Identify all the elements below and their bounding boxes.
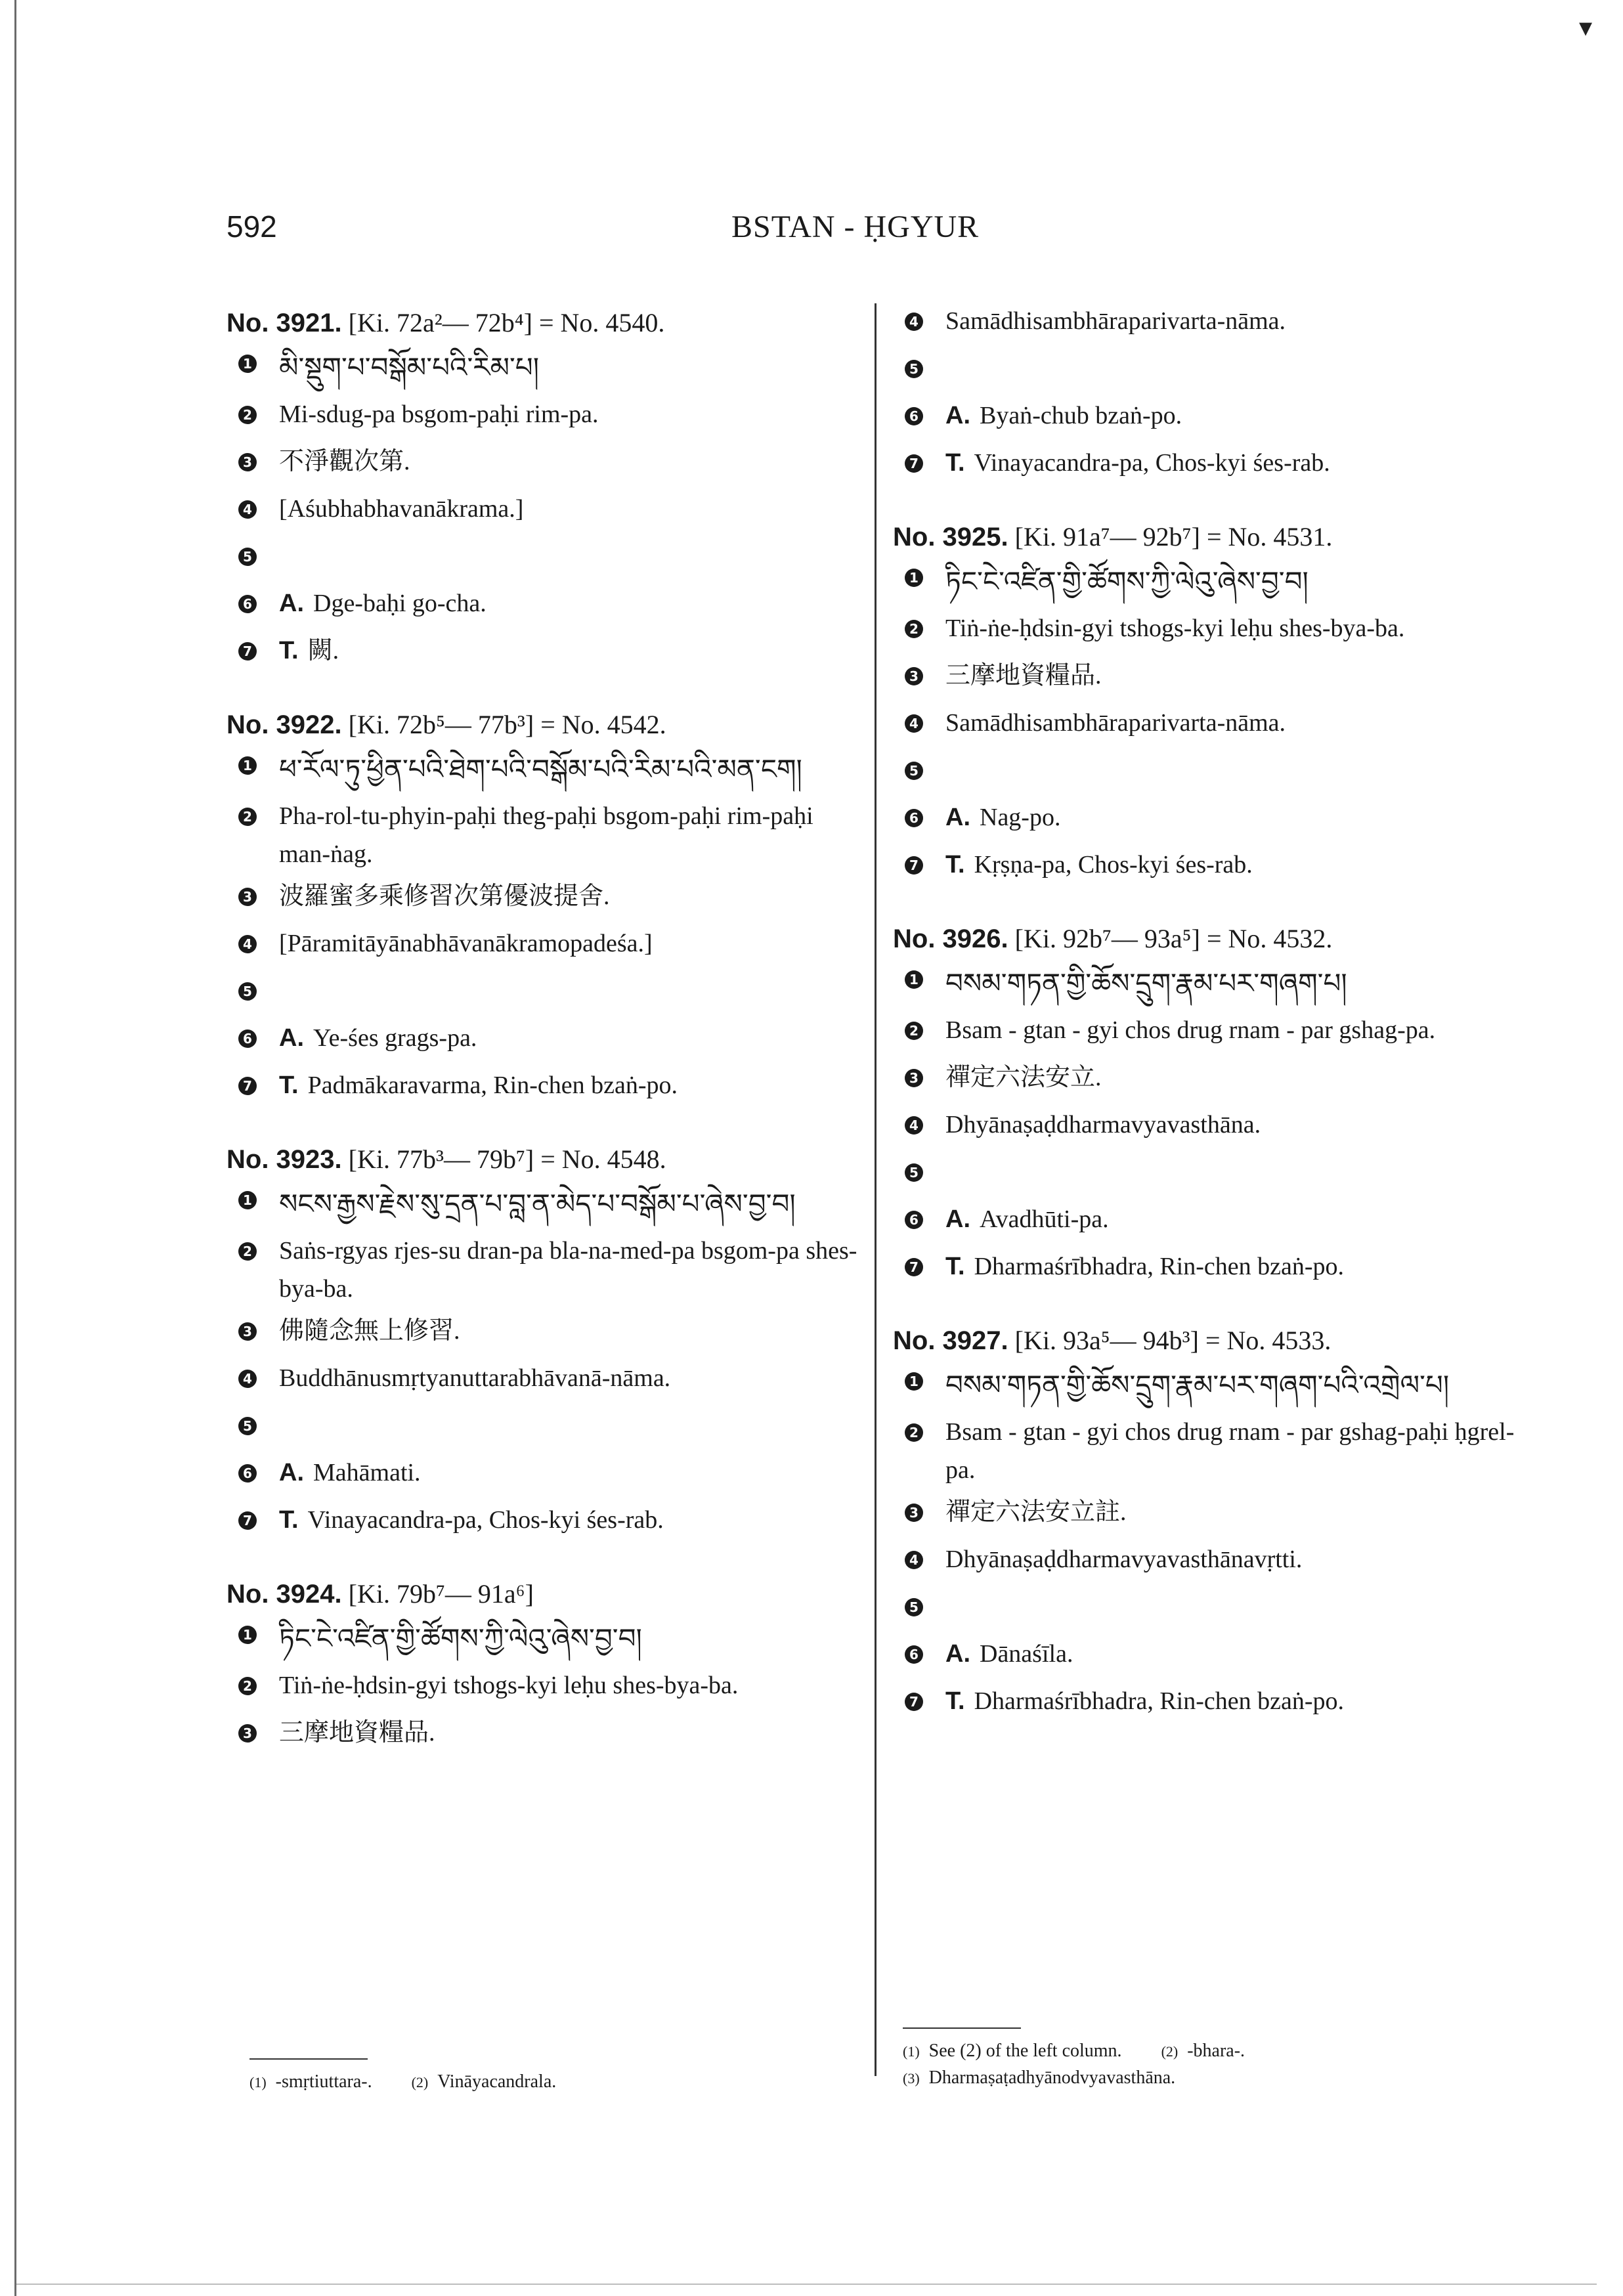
line-value: ཕ་རོལ་ཏུ་ཕྱིན་པའི་ཐེག་པའི་བསྒོམ་པའི་རིམ་པའི་མན་ངག། bbox=[279, 753, 802, 785]
circled-number-icon: 7 bbox=[905, 1693, 923, 1711]
line-value: Samādhisambhāraparivarta-nāma. bbox=[945, 709, 1286, 737]
footnote-text: Dharmaṣaṭadhyānodvyavasthāna. bbox=[928, 2068, 1176, 2088]
entry-line bbox=[227, 1666, 863, 1710]
corner-mark-icon: ▾ bbox=[1579, 12, 1593, 42]
circled-number-icon: 2 bbox=[238, 808, 257, 826]
entry-heading bbox=[227, 302, 863, 344]
circled-number-icon: 5 bbox=[238, 1417, 257, 1435]
circled-number-icon: 1 bbox=[238, 1191, 257, 1209]
catalog-entry bbox=[227, 1138, 863, 1544]
entry-line bbox=[227, 746, 863, 793]
entry-heading bbox=[227, 1138, 863, 1180]
tibetan-title bbox=[945, 960, 1536, 1007]
circled-number-icon: 6 bbox=[905, 407, 923, 425]
entry-line bbox=[227, 1359, 863, 1402]
line-text bbox=[945, 1413, 1536, 1489]
line-value: 三摩地資糧品. bbox=[945, 662, 1102, 689]
line-text bbox=[279, 1714, 863, 1752]
circled-number-icon: 4 bbox=[238, 935, 257, 953]
right-column bbox=[893, 302, 1536, 1754]
line-text bbox=[279, 1312, 863, 1350]
line-text bbox=[279, 490, 863, 528]
footnote-rule bbox=[903, 2027, 1021, 2029]
entry-line bbox=[227, 1312, 863, 1355]
catalog-entry bbox=[893, 918, 1536, 1291]
entry-line bbox=[893, 302, 1536, 345]
footnotes-left bbox=[249, 2058, 860, 2096]
entry-line bbox=[893, 1247, 1536, 1291]
circled-number-icon: 6 bbox=[905, 1211, 923, 1229]
circled-number-icon: 4 bbox=[905, 1116, 923, 1135]
circled-number-icon: 6 bbox=[905, 809, 923, 827]
entry-line bbox=[893, 960, 1536, 1007]
line-text bbox=[945, 444, 1536, 482]
page-bottom-line bbox=[16, 2284, 1597, 2285]
line-value: Saṅs-rgyas rjes-su dran-pa bla-na-med-pa bsgom-pa shes-bya-ba. bbox=[279, 1237, 857, 1303]
role-label: T. bbox=[945, 449, 965, 477]
line-text bbox=[945, 397, 1536, 435]
line-text bbox=[945, 1682, 1536, 1720]
line-value: Nag-po. bbox=[980, 804, 1061, 831]
line-value: ཏིང་ངེ་འཛིན་གྱི་ཚོགས་ཀྱི་ལེའུ་ཞེས་བྱ་བ། bbox=[279, 1622, 642, 1655]
footnote bbox=[903, 2068, 1175, 2088]
circled-number-icon: 3 bbox=[238, 1724, 257, 1743]
line-text bbox=[945, 846, 1536, 884]
line-text bbox=[945, 798, 1536, 836]
page-title: BSTAN - ḤGYUR bbox=[731, 209, 980, 244]
entry-reference: [Ki. 93a⁵— 94b³] = No. 4533. bbox=[1014, 1326, 1331, 1355]
circled-number-icon: 4 bbox=[905, 714, 923, 733]
entry-line bbox=[227, 490, 863, 533]
circled-number-icon: 4 bbox=[905, 1551, 923, 1569]
footnote-text: See (2) of the left column. bbox=[928, 2041, 1122, 2061]
entry-line bbox=[893, 397, 1536, 440]
role-label: A. bbox=[279, 1024, 304, 1052]
entry-line bbox=[893, 349, 1536, 393]
line-text bbox=[945, 1011, 1536, 1049]
circled-number-icon: 6 bbox=[238, 595, 257, 613]
entry-line bbox=[893, 1153, 1536, 1196]
line-text bbox=[279, 924, 863, 963]
line-text bbox=[279, 877, 863, 915]
line-text bbox=[279, 632, 863, 670]
entry-line bbox=[227, 1019, 863, 1062]
entry-heading bbox=[893, 918, 1536, 960]
circled-number-icon: 7 bbox=[905, 1258, 923, 1276]
entry-reference: [Ki. 92b⁷— 93a⁵] = No. 4532. bbox=[1014, 924, 1333, 953]
line-value: མི་སྡུག་པ་བསྒོམ་པའི་རིམ་པ། bbox=[279, 351, 540, 383]
line-text bbox=[945, 1200, 1536, 1238]
circled-number-icon: 2 bbox=[238, 406, 257, 424]
circled-number-icon: 2 bbox=[905, 1423, 923, 1442]
entry-line bbox=[227, 344, 863, 391]
line-text bbox=[279, 797, 863, 873]
footnote-mark: (3) bbox=[903, 2070, 920, 2087]
line-value: Pha-rol-tu-phyin-paḥi theg-paḥi bsgom-paḥi rim-paḥi man-ṅag. bbox=[279, 802, 813, 868]
entry-line bbox=[227, 1714, 863, 1757]
line-text bbox=[945, 1493, 1536, 1531]
entry-line bbox=[893, 1011, 1536, 1054]
left-column bbox=[227, 302, 863, 1786]
line-text bbox=[279, 443, 863, 481]
role-label: T. bbox=[279, 1506, 299, 1534]
line-value: Vinayacandra-pa, Chos-kyi śes-rab. bbox=[307, 1506, 664, 1534]
role-label: A. bbox=[945, 804, 970, 831]
role-label: T. bbox=[945, 851, 965, 878]
entry-line bbox=[227, 877, 863, 921]
circled-number-icon: 3 bbox=[905, 1069, 923, 1087]
line-value: Dhyānaṣaḍdharmavyavasthānavṛtti. bbox=[945, 1546, 1303, 1573]
entry-line bbox=[893, 657, 1536, 700]
line-value: ཏིང་ངེ་འཛིན་གྱི་ཚོགས་ཀྱི་ལེའུ་ཞེས་བྱ་བ། bbox=[945, 565, 1309, 597]
footnote bbox=[1161, 2041, 1245, 2061]
line-value: Tiṅ-ṅe-ḥdsin-gyi tshogs-kyi leḥu shes-bya-ba. bbox=[279, 1672, 739, 1699]
entry-heading bbox=[227, 1573, 863, 1615]
catalog-entry bbox=[227, 302, 863, 675]
entry-heading bbox=[227, 704, 863, 746]
circled-number-icon: 7 bbox=[238, 642, 257, 661]
line-value: བསམ་གཏན་གྱི་ཆོས་དྲུག་རྣམ་པར་གཞག་པའི་འགྲེལ་པ། bbox=[945, 1369, 1450, 1401]
footnote-mark: (1) bbox=[249, 2074, 267, 2090]
line-text bbox=[945, 657, 1536, 695]
line-text bbox=[945, 1247, 1536, 1286]
line-value: བསམ་གཏན་གྱི་ཆོས་དྲུག་རྣམ་པར་གཞག་པ། bbox=[945, 967, 1347, 999]
footnote-line bbox=[903, 2065, 1533, 2092]
footnote-mark: (1) bbox=[903, 2043, 920, 2060]
line-value: Bsam - gtan - gyi chos drug rnam - par gshag-paḥi ḥgrel-pa. bbox=[945, 1418, 1515, 1484]
line-text bbox=[279, 1666, 863, 1704]
line-text bbox=[945, 1106, 1536, 1144]
line-text bbox=[945, 1058, 1536, 1096]
circled-number-icon: 5 bbox=[905, 1163, 923, 1182]
circled-number-icon: 6 bbox=[905, 1645, 923, 1664]
entry-line bbox=[227, 584, 863, 628]
line-text bbox=[945, 704, 1536, 742]
page-edge-line bbox=[14, 0, 16, 2296]
circled-number-icon: 5 bbox=[238, 548, 257, 566]
circled-number-icon: 2 bbox=[238, 1242, 257, 1261]
entry-line bbox=[893, 1635, 1536, 1678]
tibetan-title bbox=[945, 1362, 1536, 1409]
role-label: A. bbox=[279, 1459, 304, 1486]
circled-number-icon: 1 bbox=[238, 756, 257, 775]
circled-number-icon: 1 bbox=[238, 355, 257, 373]
line-value: Bsam - gtan - gyi chos drug rnam - par gshag-pa. bbox=[945, 1016, 1436, 1044]
role-label: T. bbox=[279, 637, 299, 664]
role-label: A. bbox=[945, 402, 970, 429]
catalog-entry bbox=[227, 704, 863, 1110]
circled-number-icon: 1 bbox=[905, 569, 923, 587]
page-number: 592 bbox=[227, 209, 277, 244]
footnote-line bbox=[903, 2038, 1533, 2065]
entry-reference: [Ki. 77b³— 79b⁷] = No. 4548. bbox=[348, 1144, 666, 1174]
line-text bbox=[945, 1635, 1536, 1673]
line-value: 佛隨念無上修習. bbox=[279, 1317, 460, 1345]
tibetan-title bbox=[279, 344, 863, 391]
line-value: 波羅蜜多乘修習次第優波提舍. bbox=[279, 882, 610, 910]
role-label: T. bbox=[279, 1072, 299, 1099]
entry-line bbox=[227, 972, 863, 1015]
line-value: Vinayacandra-pa, Chos-kyi śes-rab. bbox=[974, 449, 1330, 477]
line-text bbox=[279, 1019, 863, 1057]
line-value: Mi-sdug-pa bsgom-paḥi rim-pa. bbox=[279, 401, 599, 428]
circled-number-icon: 5 bbox=[905, 762, 923, 780]
entry-line bbox=[893, 1200, 1536, 1244]
line-value: Dānaśīla. bbox=[980, 1640, 1073, 1668]
role-label: A. bbox=[945, 1640, 970, 1668]
tibetan-title bbox=[279, 1180, 863, 1228]
entry-line bbox=[227, 924, 863, 968]
line-value: 禪定六法安立註. bbox=[945, 1498, 1127, 1526]
entry-line bbox=[227, 1454, 863, 1497]
entry-line bbox=[893, 1540, 1536, 1584]
footnote bbox=[412, 2071, 557, 2092]
entry-reference: [Ki. 91a⁷— 92b⁷] = No. 4531. bbox=[1014, 522, 1333, 552]
catalog-entry bbox=[893, 302, 1536, 487]
circled-number-icon: 5 bbox=[238, 982, 257, 1001]
line-value: [Aśubhabhavanākrama.] bbox=[279, 495, 524, 523]
line-value: Ye-śes grags-pa. bbox=[313, 1024, 477, 1052]
line-text bbox=[279, 1454, 863, 1492]
footnote bbox=[249, 2071, 372, 2092]
circled-number-icon: 7 bbox=[905, 454, 923, 473]
entry-line bbox=[893, 798, 1536, 842]
column-divider bbox=[875, 303, 876, 2076]
role-label: A. bbox=[945, 1205, 970, 1233]
footnote-text: -bhara-. bbox=[1187, 2041, 1245, 2061]
footnote-mark: (2) bbox=[411, 2074, 429, 2090]
circled-number-icon: 2 bbox=[905, 620, 923, 638]
footnote-line bbox=[249, 2069, 860, 2096]
line-text bbox=[279, 395, 863, 433]
entry-line bbox=[893, 704, 1536, 747]
line-value: Dge-baḥi go-cha. bbox=[313, 590, 487, 617]
footnote-mark: (2) bbox=[1161, 2043, 1179, 2060]
entry-reference: [Ki. 79b⁷— 91a⁶] bbox=[348, 1579, 534, 1609]
entry-line bbox=[227, 632, 863, 675]
entry-number: No. 3927. bbox=[893, 1326, 1008, 1355]
circled-number-icon: 5 bbox=[905, 1598, 923, 1616]
circled-number-icon: 7 bbox=[905, 856, 923, 875]
line-value: 闕. bbox=[307, 637, 339, 664]
tibetan-title bbox=[279, 746, 863, 793]
footnote-rule bbox=[249, 2058, 368, 2060]
line-value: Kṛṣṇa-pa, Chos-kyi śes-rab. bbox=[974, 851, 1253, 878]
circled-number-icon: 6 bbox=[238, 1029, 257, 1048]
entry-line bbox=[893, 444, 1536, 487]
line-text bbox=[945, 609, 1536, 647]
tibetan-title bbox=[279, 1615, 863, 1662]
entry-line bbox=[893, 1493, 1536, 1536]
line-value: Dharmaśrībhadra, Rin-chen bzaṅ-po. bbox=[974, 1253, 1345, 1280]
role-label: T. bbox=[945, 1687, 965, 1715]
entry-line bbox=[227, 1615, 863, 1662]
entry-line bbox=[893, 846, 1536, 889]
line-value: Dhyānaṣaḍdharmavyavasthāna. bbox=[945, 1111, 1261, 1138]
entry-line bbox=[227, 1232, 863, 1308]
circled-number-icon: 4 bbox=[238, 500, 257, 519]
entry-line bbox=[893, 1106, 1536, 1149]
footnotes-right bbox=[903, 2027, 1533, 2092]
line-text bbox=[945, 1540, 1536, 1578]
line-value: Buddhānusmṛtyanuttarabhāvanā-nāma. bbox=[279, 1364, 671, 1392]
entry-line bbox=[227, 1501, 863, 1544]
tibetan-title bbox=[945, 558, 1536, 605]
circled-number-icon: 1 bbox=[905, 970, 923, 989]
entry-line bbox=[893, 1413, 1536, 1489]
entry-line bbox=[893, 1058, 1536, 1102]
circled-number-icon: 1 bbox=[238, 1626, 257, 1644]
entry-line bbox=[893, 1588, 1536, 1631]
footnote bbox=[903, 2041, 1122, 2061]
entry-line bbox=[893, 558, 1536, 605]
entry-line bbox=[227, 395, 863, 439]
entry-line bbox=[893, 751, 1536, 794]
entry-line bbox=[227, 1406, 863, 1450]
entry-line bbox=[227, 1180, 863, 1228]
line-value: སངས་རྒྱས་རྗེས་སུ་དྲན་པ་བླ་ན་མེད་པ་བསྒོམ་པ་ཞེས་བྱ་བ། bbox=[279, 1188, 796, 1220]
line-text bbox=[279, 1359, 863, 1397]
entry-line bbox=[227, 1066, 863, 1110]
entry-number: No. 3923. bbox=[227, 1145, 342, 1174]
line-value: Tiṅ-ṅe-ḥdsin-gyi tshogs-kyi leḥu shes-bya-ba. bbox=[945, 615, 1405, 642]
catalog-entry bbox=[227, 1573, 863, 1757]
entry-line bbox=[893, 1362, 1536, 1409]
line-value: 不淨觀次第. bbox=[279, 448, 410, 475]
line-value: Samādhisambhāraparivarta-nāma. bbox=[945, 307, 1286, 335]
footnote-text: -smṛtiuttara-. bbox=[275, 2071, 372, 2092]
entry-number: No. 3925. bbox=[893, 523, 1008, 552]
role-label: A. bbox=[279, 590, 304, 617]
circled-number-icon: 5 bbox=[905, 360, 923, 378]
circled-number-icon: 2 bbox=[238, 1677, 257, 1695]
line-value: Dharmaśrībhadra, Rin-chen bzaṅ-po. bbox=[974, 1687, 1345, 1715]
entry-number: No. 3924. bbox=[227, 1580, 342, 1609]
line-text bbox=[279, 584, 863, 622]
entry-number: No. 3926. bbox=[893, 924, 1008, 953]
circled-number-icon: 4 bbox=[238, 1370, 257, 1388]
line-value: Padmākaravarma, Rin-chen bzaṅ-po. bbox=[307, 1072, 678, 1099]
circled-number-icon: 7 bbox=[238, 1077, 257, 1095]
entry-heading bbox=[893, 1320, 1536, 1362]
line-text bbox=[945, 302, 1536, 340]
entry-line bbox=[893, 1682, 1536, 1725]
line-value: 禪定六法安立. bbox=[945, 1064, 1102, 1091]
line-value: Mahāmati. bbox=[313, 1459, 421, 1486]
entry-line bbox=[893, 609, 1536, 653]
circled-number-icon: 7 bbox=[238, 1511, 257, 1530]
entry-line bbox=[227, 537, 863, 580]
circled-number-icon: 3 bbox=[238, 888, 257, 906]
footnote-text: Vināyacandrala. bbox=[437, 2071, 557, 2092]
entry-reference: [Ki. 72a²— 72b⁴] = No. 4540. bbox=[348, 308, 665, 337]
entry-reference: [Ki. 72b⁵— 77b³] = No. 4542. bbox=[348, 710, 666, 739]
entry-heading bbox=[893, 516, 1536, 558]
circled-number-icon: 3 bbox=[905, 667, 923, 685]
line-text bbox=[279, 1232, 863, 1308]
line-value: Byaṅ-chub bzaṅ-po. bbox=[980, 402, 1182, 429]
line-text bbox=[279, 1066, 863, 1104]
entry-line bbox=[227, 443, 863, 486]
line-value: [Pāramitāyānabhāvanākramopadeśa.] bbox=[279, 930, 653, 957]
catalog-entry bbox=[893, 1320, 1536, 1725]
circled-number-icon: 4 bbox=[905, 313, 923, 331]
catalog-entry bbox=[893, 516, 1536, 889]
circled-number-icon: 1 bbox=[905, 1372, 923, 1391]
circled-number-icon: 3 bbox=[238, 453, 257, 471]
circled-number-icon: 3 bbox=[238, 1322, 257, 1341]
line-value: Avadhūti-pa. bbox=[980, 1205, 1109, 1233]
circled-number-icon: 3 bbox=[905, 1504, 923, 1522]
entry-number: No. 3921. bbox=[227, 309, 342, 337]
role-label: T. bbox=[945, 1253, 965, 1280]
line-value: 三摩地資糧品. bbox=[279, 1719, 435, 1746]
circled-number-icon: 6 bbox=[238, 1464, 257, 1483]
entry-number: No. 3922. bbox=[227, 710, 342, 739]
entry-line bbox=[227, 797, 863, 873]
line-text bbox=[279, 1501, 863, 1539]
circled-number-icon: 2 bbox=[905, 1022, 923, 1040]
